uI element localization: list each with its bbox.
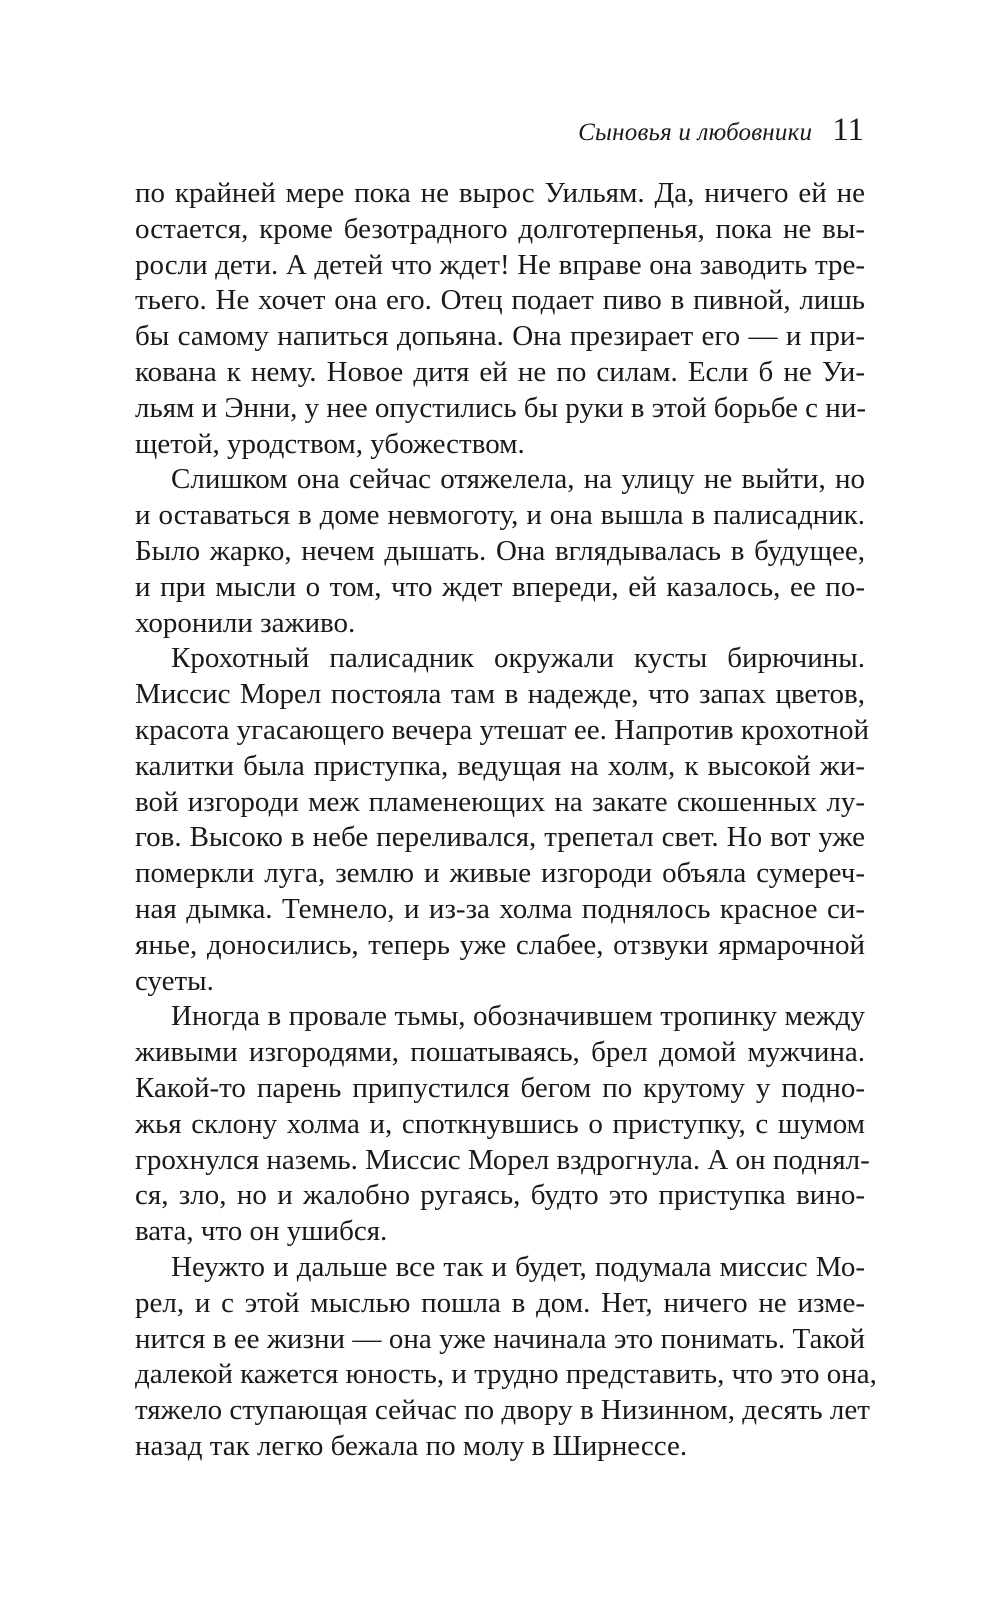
paragraph bbox=[135, 1250, 877, 1465]
text-line: и оставаться в доме невмоготу, и она вышла в палисадник. bbox=[135, 499, 865, 532]
text-line: Крохотный палисадник окружали кусты бирючины. bbox=[171, 642, 865, 675]
text-line: тяжело ступающая сейчас по двору в Низинном, десять лет bbox=[135, 1394, 870, 1427]
running-header-title: Сыновья и любовники bbox=[578, 119, 813, 146]
text-line: рел, и с этой мыслью пошла в дом. Нет, ничего не изме- bbox=[135, 1286, 865, 1319]
text-line: далекой кажется юность, и трудно представить, что это она, bbox=[135, 1358, 877, 1391]
text-line: Миссис Морел постояла там в надежде, что запах цветов, bbox=[135, 678, 865, 711]
text-line: Иногда в провале тьмы, обозначившем тропинку между bbox=[171, 1000, 865, 1033]
text-line: померкли луга, землю и живые изгороди объяла сумереч- bbox=[135, 857, 865, 890]
text-line: бы самому напиться допьяна. Она презирает его — и при- bbox=[135, 320, 865, 353]
text-line: росли дети. А детей что ждет! Не вправе она заводить тре- bbox=[135, 248, 865, 281]
text-line: красота угасающего вечера утешат ее. Напротив крохотной bbox=[135, 713, 869, 746]
text-line: назад так легко бежала по молу в Ширнессе. bbox=[135, 1429, 688, 1462]
paragraph bbox=[135, 999, 870, 1250]
text-line: кована к нему. Новое дитя ей не по силам. Если б не Уи- bbox=[135, 355, 865, 388]
text-line: жья склону холма и, споткнувшись о приступку, с шумом bbox=[135, 1107, 865, 1140]
text-line: калитки была приступка, ведущая на холм, к высокой жи- bbox=[135, 749, 865, 782]
text-line: ся, зло, но и жалобно ругаясь, будто это приступка вино- bbox=[135, 1179, 865, 1212]
text-line: суеты. bbox=[135, 964, 214, 997]
paragraph bbox=[135, 176, 865, 462]
text-line: вата, что он ушибся. bbox=[135, 1215, 388, 1248]
text-line: льям и Энни, у нее опустились бы руки в этой борьбе с ни- bbox=[135, 391, 867, 424]
text-line: Слишком она сейчас отяжелела, на улицу не выйти, но bbox=[171, 463, 865, 496]
text-line: янье, доносились, теперь уже слабее, отзвуки ярмарочной bbox=[135, 928, 865, 961]
text-line: Было жарко, нечем дышать. Она вглядывалась в будущее, bbox=[135, 534, 865, 567]
text-line: Какой-то парень припустился бегом по крутому у подно- bbox=[135, 1071, 865, 1104]
text-line: тьего. Не хочет она его. Отец подает пиво в пивной, лишь bbox=[135, 284, 865, 317]
text-line: Неужто и дальше все так и будет, подумала миссис Мо- bbox=[171, 1250, 865, 1283]
running-header bbox=[578, 112, 864, 149]
paragraph bbox=[135, 641, 869, 999]
text-line: вой изгороди меж пламенеющих на закате скошенных лу- bbox=[135, 785, 865, 818]
text-line: хоронили заживо. bbox=[135, 606, 356, 639]
text-line: и при мысли о том, что ждет впереди, ей казалось, ее по- bbox=[135, 570, 865, 603]
page-number: 11 bbox=[832, 112, 864, 148]
text-line: нится в ее жизни — она уже начинала это понимать. Такой bbox=[135, 1322, 865, 1355]
text-line: по крайней мере пока не вырос Уильям. Да, ничего ей не bbox=[135, 177, 865, 209]
text-line: ная дымка. Темнело, и из-за холма поднялось красное си- bbox=[135, 892, 865, 925]
paragraph bbox=[135, 462, 865, 641]
text-line: живыми изгородями, пошатываясь, брел домой мужчина. bbox=[135, 1036, 865, 1069]
text-line: щетой, уродством, убожеством. bbox=[135, 427, 525, 460]
text-line: грохнулся наземь. Миссис Морел вздрогнула. А он поднял- bbox=[135, 1143, 870, 1176]
text-line: остается, кроме безотрадного долготерпенья, пока не вы- bbox=[135, 212, 865, 245]
body-text bbox=[135, 176, 877, 1465]
text-line: гов. Высоко в небе переливался, трепетал свет. Но вот уже bbox=[135, 821, 865, 854]
